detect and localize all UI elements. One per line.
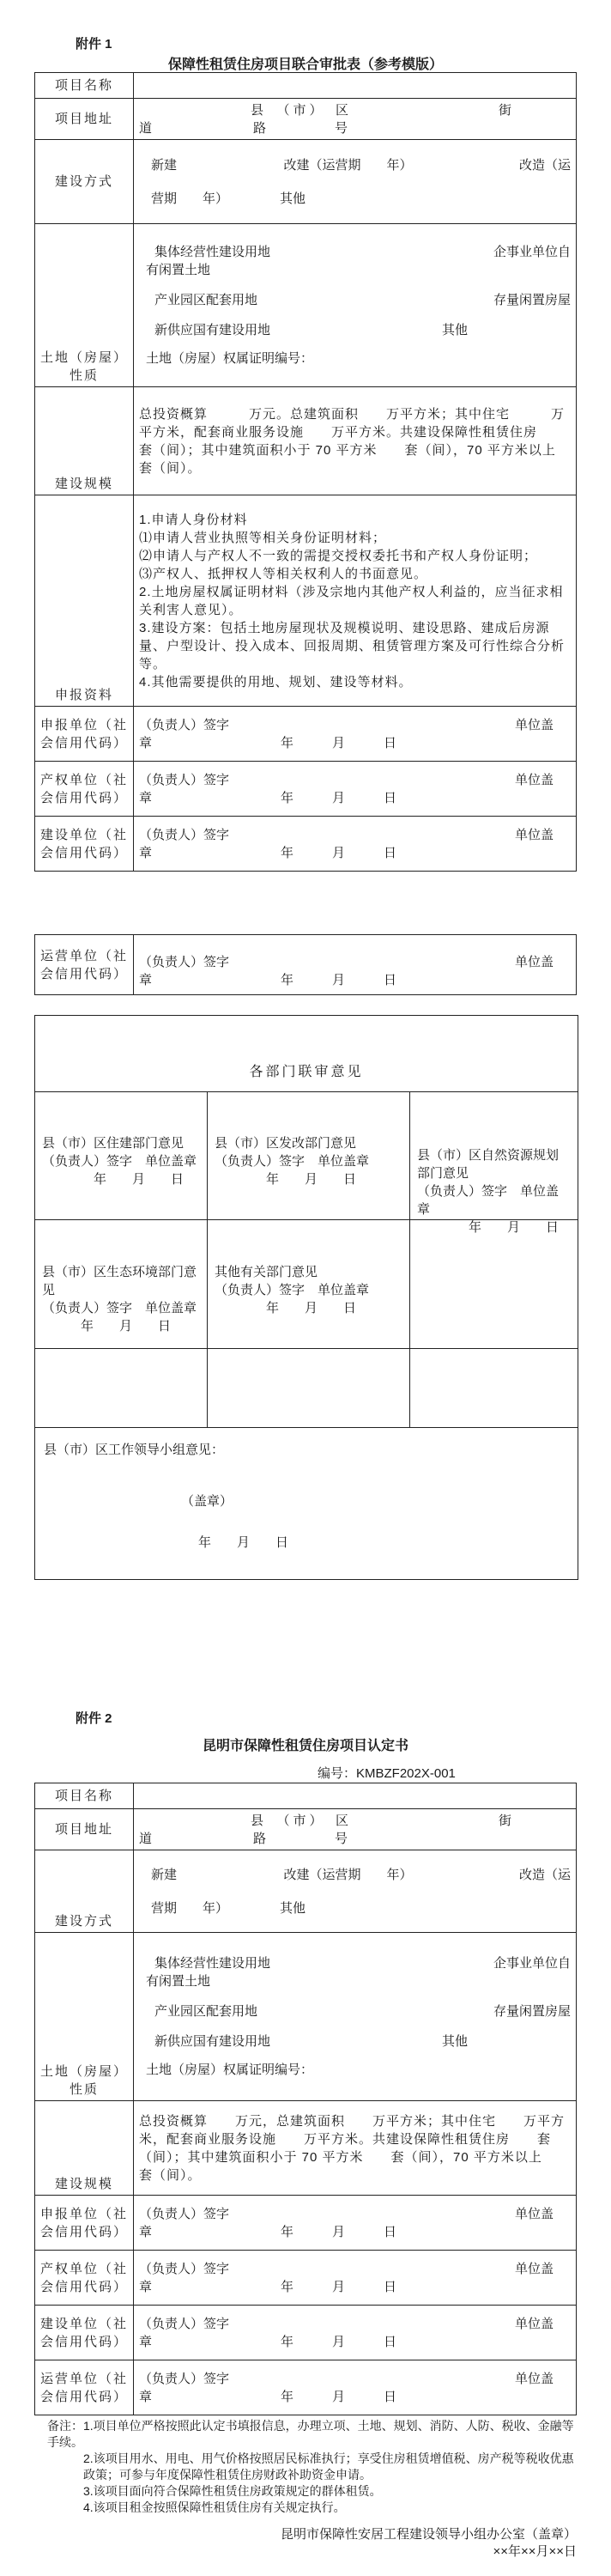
operator-signature-field[interactable]: （负责人）签字 单位盖 章 年 月 日 xyxy=(134,935,577,995)
remark-item: 备注：1.项目单位严格按照此认定书填报信息，办理立项、土地、规划、消防、人防、税收、金融等手续。 xyxy=(47,2419,574,2449)
housing-dept-opinion[interactable]: 县（市）区住建部门意见 （负责人）签字 单位盖章 年 月 日 xyxy=(35,1091,208,1220)
operator-label: 运营单位（社会信用代码） xyxy=(35,2360,134,2415)
blank-opinion-cell xyxy=(208,1349,410,1428)
scale-field[interactable]: 总投资概算 万元，总建筑面积 万平方米；其中住宅 万平方米，配套商业服务设施 万平方米。共建设保障性租赁住房 套（间）；其中建筑面积小于 70 平方米 套（间），70 平方米以上 套（间）。 xyxy=(134,2101,577,2196)
owner-signature-field[interactable]: （负责人）签字 单位盖 章 年 月 日 xyxy=(134,762,577,817)
annex1-label: 附件 1 xyxy=(76,37,112,52)
blank-opinion-cell xyxy=(410,1220,578,1349)
annex1-title: 保障性租赁住房项目联合审批表（参考模版） xyxy=(167,58,443,72)
construction-mode-field[interactable]: 新建 改建（运营期 年） 改造（运 营期 年） 其他 xyxy=(134,140,577,224)
project-address-field[interactable]: 县 （市） 区 街 道 路 号 xyxy=(134,1809,577,1850)
certificate-number: 编号：KMBZF202X-001 xyxy=(318,1766,456,1781)
materials-field[interactable]: 1.申请人身份材料 ⑴申请人营业执照等相关身份证明材料； ⑵申请人与产权人不一致的需提交授权委托书和产权人身份证明； ⑶产权人、抵押权人等相关权利人的书面意见。 2.土地房屋权属证明材料（涉及宗地内其他产权人利益的，应当征求相关利害人意见）。 3.建设方案：包括土地房屋现状及规模说明、建设思路、建成后房源量、户型设计、投入成本、回报周期、租赁管理方案及可行性综合分析等。 4.其他需要提供的用地、规划、建设等材料。 xyxy=(134,495,577,707)
blank-opinion-cell xyxy=(35,1349,208,1428)
construction-mode-label: 建设方式 xyxy=(35,140,134,224)
leading-group-opinion[interactable]: 县（市）区工作领导小组意见： （盖章） 年 月 日 xyxy=(44,1443,289,1550)
applicant-label: 申报单位（社会信用代码） xyxy=(35,707,134,762)
construction-mode-field[interactable]: 新建 改建（运营期 年） 改造（运 营期 年） 其他 xyxy=(134,1850,577,1933)
operator-label: 运营单位（社会信用代码） xyxy=(35,935,134,995)
natural-resources-dept-opinion[interactable]: 县（市）区自然资源规划部门意见 （负责人）签字 单位盖章 年 月 日 xyxy=(410,1091,578,1220)
scale-label: 建设规模 xyxy=(35,2101,134,2196)
owner-label: 产权单位（社会信用代码） xyxy=(35,2251,134,2306)
land-nature-label: 土地（房屋）性质 xyxy=(35,224,134,387)
materials-label: 申报资料 xyxy=(35,495,134,707)
other-dept-opinion[interactable]: 其他有关部门意见 （负责人）签字 单位盖章 年 月 日 xyxy=(208,1220,410,1349)
remarks xyxy=(47,2418,579,2516)
joint-review-box xyxy=(34,1015,578,1580)
project-address-label: 项目地址 xyxy=(35,99,134,140)
project-address-field[interactable]: 县 （市） 区 街 道 路 号 xyxy=(134,99,577,140)
ecology-dept-opinion[interactable]: 县（市）区生态环境部门意见 （负责人）签字 单位盖章 年 月 日 xyxy=(35,1220,208,1349)
applicant-signature-field[interactable]: （负责人）签字 单位盖 章 年 月 日 xyxy=(134,2196,577,2251)
blank-opinion-cell xyxy=(410,1349,578,1428)
certificate-table xyxy=(34,1783,577,2415)
land-nature-field[interactable]: 集体经营性建设用地 企事业单位自 有闲置土地 产业园区配套用地 存量闲置房屋 新供应国有建设用地 其他 土地（房屋）权属证明编号： xyxy=(134,224,577,387)
builder-label: 建设单位（社会信用代码） xyxy=(35,2306,134,2360)
annex2-label: 附件 2 xyxy=(76,1711,112,1726)
builder-label: 建设单位（社会信用代码） xyxy=(35,817,134,872)
project-name-label: 项目名称 xyxy=(35,73,134,99)
approval-form-table xyxy=(34,72,584,872)
land-nature-label: 土地（房屋）性质 xyxy=(35,1933,134,2101)
issuer-name: 昆明市保障性安居工程建设领导小组办公室（盖章） xyxy=(280,2527,577,2542)
seal-placeholder: （盖章） xyxy=(181,1494,233,1509)
joint-review-header: 各部门联审意见 xyxy=(249,1065,364,1079)
owner-label: 产权单位（社会信用代码） xyxy=(35,762,134,817)
land-nature-field[interactable]: 集体经营性建设用地 企事业单位自 有闲置土地 产业园区配套用地 存量闲置房屋 新供应国有建设用地 其他 土地（房屋）权属证明编号： xyxy=(134,1933,577,2101)
operator-signature-field[interactable]: （负责人）签字 单位盖 章 年 月 日 xyxy=(134,2360,577,2415)
construction-mode-label: 建设方式 xyxy=(35,1850,134,1933)
project-name-field[interactable] xyxy=(134,1783,577,1809)
applicant-label: 申报单位（社会信用代码） xyxy=(35,2196,134,2251)
scale-label: 建设规模 xyxy=(35,387,134,495)
remark-item: 4.该项目租金按照保障性租赁住房有关规定执行。 xyxy=(83,2500,346,2514)
issue-date: ××年××月××日 xyxy=(493,2544,577,2559)
owner-signature-field[interactable]: （负责人）签字 单位盖 章 年 月 日 xyxy=(134,2251,577,2306)
approval-form-table-continued xyxy=(34,934,577,995)
builder-signature-field[interactable]: （负责人）签字 单位盖 章 年 月 日 xyxy=(134,2306,577,2360)
project-address-label: 项目地址 xyxy=(35,1809,134,1850)
project-name-label: 项目名称 xyxy=(35,1783,134,1809)
project-name-field[interactable] xyxy=(134,73,577,99)
annex2-title: 昆明市保障性租赁住房项目认定书 xyxy=(202,1739,408,1753)
development-dept-opinion[interactable]: 县（市）区发改部门意见 （负责人）签字 单位盖章 年 月 日 xyxy=(208,1091,410,1220)
remark-item: 3.该项目面向符合保障性租赁住房政策规定的群体租赁。 xyxy=(83,2484,382,2498)
applicant-signature-field[interactable]: （负责人）签字 单位盖 章 年 月 日 xyxy=(134,707,577,762)
leading-group-date: 年 月 日 xyxy=(198,1535,289,1550)
builder-signature-field[interactable]: （负责人）签字 单位盖 章 年 月 日 xyxy=(134,817,577,872)
issuer-signature xyxy=(281,2526,577,2561)
scale-field[interactable]: 总投资概算 万元。总建筑面积 万平方米；其中住宅 万平方米，配套商业服务设施 万平方米。共建设保障性租赁住房 套（间）；其中建筑面积小于 70 平方米 套（间），70 平方米以上 套（间）。 xyxy=(134,387,577,495)
remark-item: 2.该项目用水、用电、用气价格按照居民标准执行；享受住房租赁增值税、房产税等税收优惠政策；可参与年度保障性租赁住房财政补助资金申请。 xyxy=(83,2451,574,2482)
